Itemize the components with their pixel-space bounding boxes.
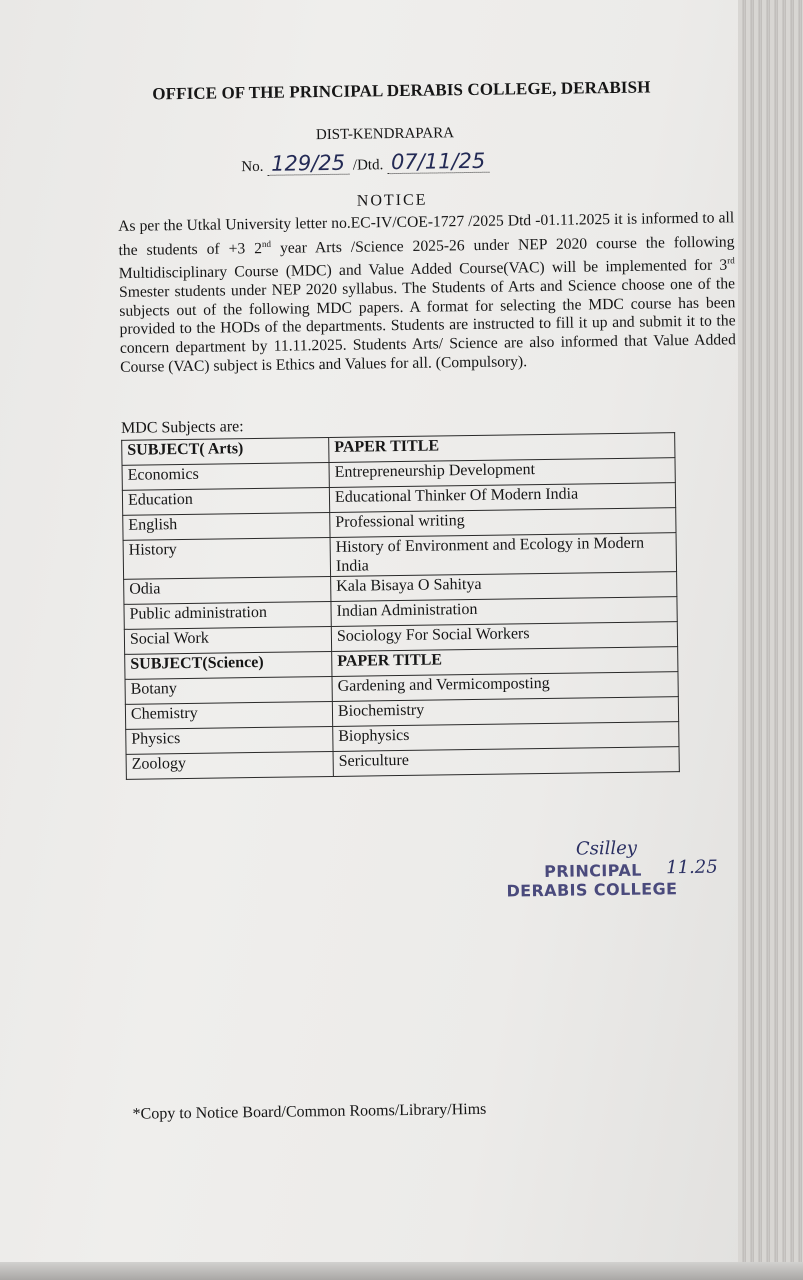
notice-body — [118, 209, 736, 377]
paper-title-cell: Biophysics — [333, 722, 679, 752]
bottom-shadow — [0, 1262, 803, 1280]
body-part-3: Smester students under NEP 2020 syllabus. The Students of Arts and Science choose one of the subjects out of the following MDC papers. A format for selecting the MDC course has been provided to the HODs of the departments. Students are instructed to fill it up and submit it to the concern department by 11.11.2025. Students Arts/ Science are also informed that Value Added Course (VAC) subject is Ethics and Values for all. (Compulsory). — [118, 275, 736, 376]
subject-cell: English — [123, 512, 330, 540]
subject-cell: Public administration — [124, 601, 331, 629]
superscript-rd: rd — [727, 255, 735, 266]
subject-cell: History — [123, 537, 331, 579]
paper-title-cell: Indian Administration — [331, 597, 677, 627]
office-heading: OFFICE OF THE PRINCIPAL DERABIS COLLEGE, DERABISH — [152, 77, 651, 104]
subject-cell: Botany — [125, 676, 332, 704]
no-value-handwritten: 129/25 — [267, 152, 349, 176]
paper-title-cell: Sericulture — [333, 747, 679, 777]
notice-title: NOTICE — [356, 191, 428, 210]
district-line: DIST-KENDRAPARA — [315, 125, 455, 144]
paper-title-cell: History of Environment and Ecology in Modern India — [330, 533, 677, 577]
subject-cell: Social Work — [124, 626, 331, 654]
signature-scribble: Csilley — [575, 837, 638, 860]
stacked-page-edges — [738, 0, 803, 1280]
body-part-1: As per the Utkal University letter no.EC-IV/COE-1727 /2025 Dtd -01.11.2025 it is informed to all the students of +3 2 — [118, 209, 735, 259]
paper-title-cell: PAPER TITLE — [329, 433, 675, 463]
subject-cell: SUBJECT( Arts) — [122, 437, 329, 465]
paper-title-cell: Gardening and Vermicomposting — [332, 672, 678, 702]
paper-title-cell: Biochemistry — [332, 697, 678, 727]
paper-title-cell: Kala Bisaya O Sahitya — [331, 572, 677, 602]
stamp-college: DERABIS COLLEGE — [506, 879, 678, 901]
paper-title-cell: Entrepreneurship Development — [329, 458, 675, 488]
paper-title-cell: PAPER TITLE — [332, 647, 678, 677]
paper-title-cell: Educational Thinker Of Modern India — [329, 483, 675, 513]
paper-title-cell: Sociology For Social Workers — [331, 622, 677, 652]
subject-cell: Odia — [124, 576, 331, 604]
subject-cell: Physics — [126, 726, 333, 754]
subject-cell: SUBJECT(Science) — [125, 651, 332, 679]
copy-to-line: *Copy to Notice Board/Common Rooms/Library/Hims — [132, 1100, 487, 1123]
subject-cell: Zoology — [126, 751, 333, 779]
subject-cell: Economics — [122, 462, 329, 490]
reference-line — [241, 150, 489, 176]
dtd-label: /Dtd. — [352, 157, 384, 174]
stamp-principal: PRINCIPAL — [544, 860, 642, 882]
subject-cell: Education — [122, 487, 329, 515]
signature-stamp — [506, 836, 747, 919]
no-label: No. — [241, 158, 264, 176]
paper-title-cell: Professional writing — [330, 508, 676, 538]
mdc-table — [121, 432, 680, 780]
subject-cell: Chemistry — [125, 701, 332, 729]
mdc-label: MDC Subjects are: — [120, 418, 244, 437]
date-value-handwritten: 07/11/25 — [387, 150, 490, 174]
body-part-2: year Arts /Science 2025-26 under NEP 2020 course the following Multidisciplinary Course (MDC) and Value Added Course(VAC) will be implemented for 3 — [118, 233, 735, 283]
superscript-nd: nd — [261, 238, 272, 249]
signature-date: 11.25 — [666, 856, 718, 879]
